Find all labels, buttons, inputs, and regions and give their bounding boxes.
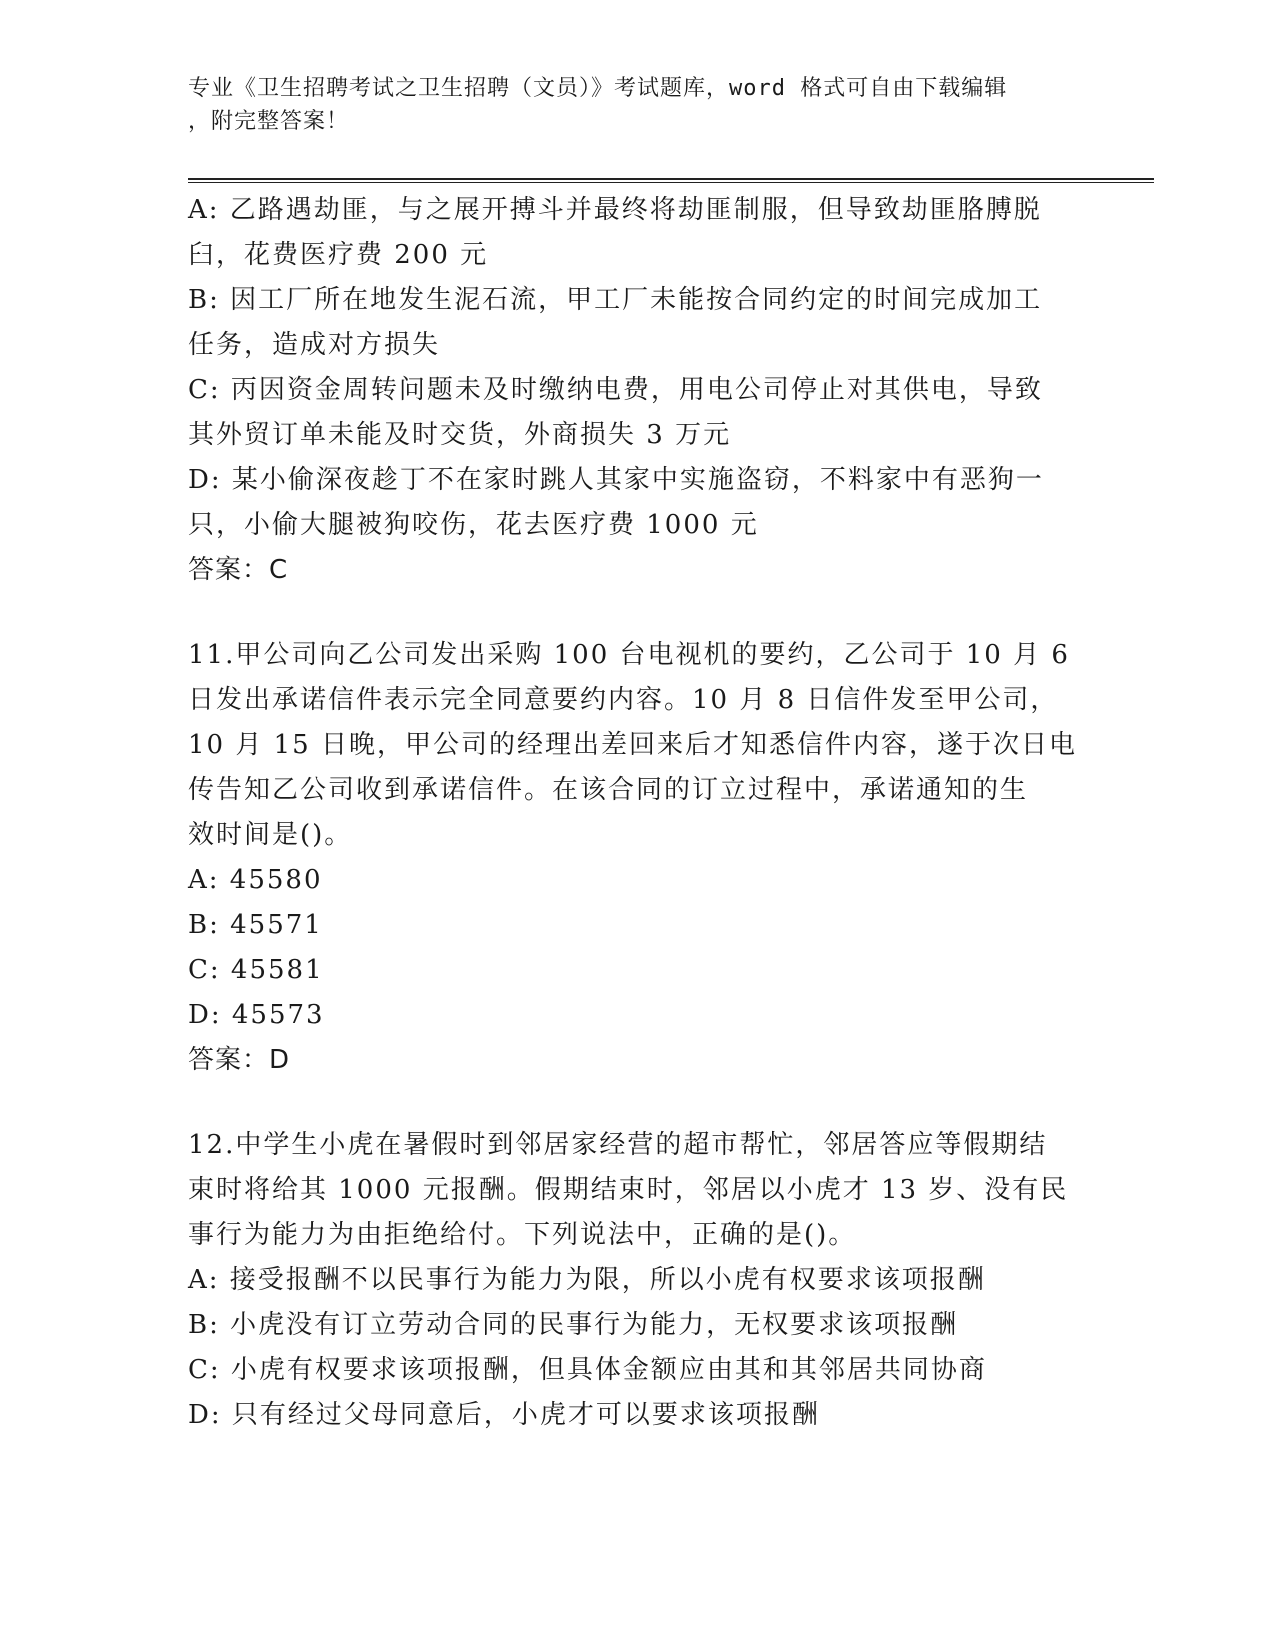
spacer bbox=[188, 593, 1088, 633]
option-a: A: 接受报酬不以民事行为能力为限，所以小虎有权要求该项报酬 bbox=[188, 1265, 986, 1295]
question-11-stem-line-3: 10 月 15 日晚，甲公司的经理出差回来后才知悉信件内容，遂于次日电 bbox=[188, 730, 1077, 760]
answer-10: 答案：C bbox=[188, 555, 289, 585]
option-c: C: 45581 bbox=[188, 955, 324, 985]
document-body bbox=[188, 188, 1088, 1438]
question-12-stem-line-2: 束时将给其 1000 元报酬。假期结束时，邻居以小虎才 13 岁、没有民 bbox=[188, 1175, 1069, 1205]
spacer bbox=[188, 1083, 1088, 1123]
option-a-line-1: A: 乙路遇劫匪，与之展开搏斗并最终将劫匪制服，但导致劫匪胳膊脱 bbox=[188, 195, 1042, 225]
option-c-line-1: C: 丙因资金周转问题未及时缴纳电费，用电公司停止对其供电，导致 bbox=[188, 375, 1043, 405]
option-d: D: 只有经过父母同意后，小虎才可以要求该项报酬 bbox=[188, 1400, 820, 1430]
option-a: A: 45580 bbox=[188, 865, 323, 895]
header-line-1: 专业《卫生招聘考试之卫生招聘（文员）》考试题库，word 格式可自由下载编辑 bbox=[188, 76, 1008, 101]
option-a-line-2: 臼，花费医疗费 200 元 bbox=[188, 240, 489, 270]
header-divider bbox=[188, 178, 1154, 183]
question-12-stem-line-1: 12.中学生小虎在暑假时到邻居家经营的超市帮忙，邻居答应等假期结 bbox=[188, 1130, 1048, 1160]
question-11-stem-line-2: 日发出承诺信件表示完全同意要约内容。10 月 8 日信件发至甲公司， bbox=[188, 685, 1059, 715]
option-d: D: 45573 bbox=[188, 1000, 325, 1030]
document-header bbox=[188, 72, 1088, 138]
option-c: C: 小虎有权要求该项报酬，但具体金额应由其和其邻居共同协商 bbox=[188, 1355, 987, 1385]
question-10 bbox=[188, 188, 1088, 593]
option-c-line-2: 其外贸订单未能及时交货，外商损失 3 万元 bbox=[188, 420, 732, 450]
question-11-stem-line-4: 传告知乙公司收到承诺信件。在该合同的订立过程中，承诺通知的生 bbox=[188, 775, 1029, 805]
question-11-stem-line-1: 11.甲公司向乙公司发出采购 100 台电视机的要约，乙公司于 10 月 6 bbox=[188, 640, 1070, 670]
option-b-line-1: B: 因工厂所在地发生泥石流，甲工厂未能按合同约定的时间完成加工 bbox=[188, 285, 1043, 315]
question-12-stem-line-3: 事行为能力为由拒绝给付。下列说法中，正确的是()。 bbox=[188, 1220, 857, 1250]
question-12 bbox=[188, 1123, 1088, 1438]
option-b-line-2: 任务，造成对方损失 bbox=[188, 330, 441, 360]
option-b: B: 45571 bbox=[188, 910, 323, 940]
option-b: B: 小虎没有订立劳动合同的民事行为能力，无权要求该项报酬 bbox=[188, 1310, 959, 1340]
answer-11: 答案：D bbox=[188, 1045, 291, 1075]
question-11 bbox=[188, 633, 1088, 1083]
header-line-2: ，附完整答案！ bbox=[188, 109, 350, 134]
option-d-line-1: D: 某小偷深夜趁丁不在家时跳人其家中实施盗窃，不料家中有恶狗一 bbox=[188, 465, 1044, 495]
option-d-line-2: 只，小偷大腿被狗咬伤，花去医疗费 1000 元 bbox=[188, 510, 759, 540]
question-11-stem-line-5: 效时间是()。 bbox=[188, 820, 353, 850]
